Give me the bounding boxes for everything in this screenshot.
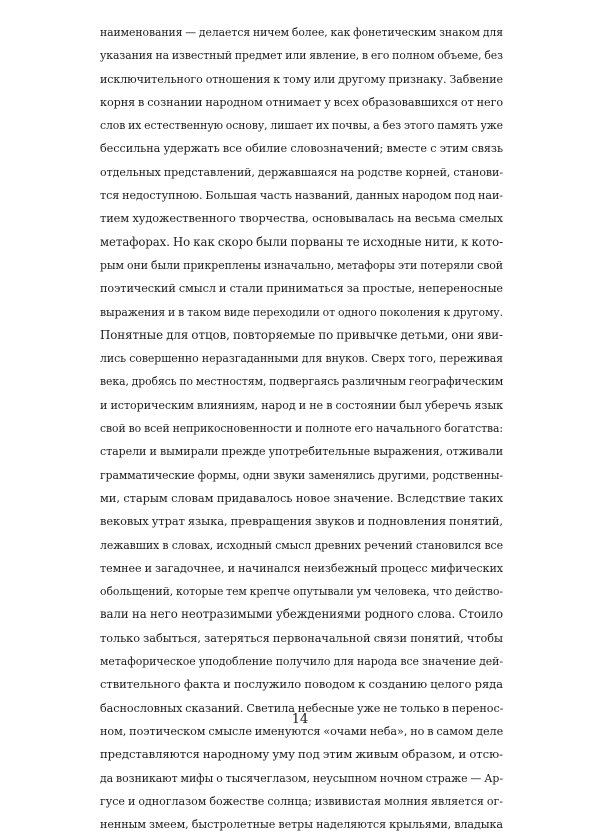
text-line: темнее и загадочнее, и начинался неизбежный процесс мифических: [100, 561, 503, 575]
text-line: ном, поэтическом смысле именуются «очами неба», но в самом деле: [100, 724, 504, 738]
text-line: свой во всей неприкосновенности и полноте его начального богатства:: [100, 422, 503, 436]
text-line: века, дробясь по местностям, подвергаясь различным географическим: [100, 375, 504, 389]
text-line: метафорах. Но как скоро были порваны те исходные нити, к кото-: [100, 234, 503, 249]
text-line: баснословных сказаний. Светила небесные уже не только в перенос-: [100, 701, 504, 715]
text-line: поэтический смысл и стали приниматься за простые, непереносные: [100, 282, 503, 296]
text-line: наименования — делается ничем более, как фонетическим знаком для: [100, 26, 503, 39]
text-line: рым они были прикреплены изначально, метафоры эти потеряли свой: [100, 258, 503, 272]
text-line: вековых утрат языка, превращения звуков и подновления понятий,: [100, 514, 503, 529]
text-line: выражения и в таком виде переходили от одного поколения к другому.: [100, 305, 503, 319]
text-line: гусе и одноглазом божестве солнца; извивистая молния является ог-: [100, 794, 503, 808]
text-line: только забыться, затеряться первоначальной связи понятий, чтобы: [100, 631, 503, 645]
text-line: ми, старым словам придавалось новое значение. Вследствие таких: [100, 490, 503, 505]
text-line: слов их естественную основу, лишает их почвы, а без этого память уже: [100, 119, 503, 133]
text-line: отдельных представлений, державшаяся на родстве корней, станови-: [100, 165, 503, 179]
text-line: вали на него неотразимыми убеждениями родного слова. Стоило: [100, 607, 503, 622]
text-line: ствительного факта и послужило поводом к созданию целого ряда: [100, 677, 503, 692]
text-line: ненным змеем, быстролетные ветры наделяются крыльями, владыка: [100, 818, 503, 832]
text-line: лись совершенно неразгаданными для внуков. Сверх того, переживая: [100, 352, 503, 366]
text-line: исключительного отношения к тому или другому признаку. Забвение: [100, 72, 503, 86]
text-line: указания на известный предмет или явление, в его полном объеме, без: [100, 49, 503, 63]
text-line: бессильна удержать все обилие словозначений; вместе с этим связь: [100, 142, 503, 156]
page-number: 14: [291, 712, 309, 727]
text-line: и историческим влияниям, народ и не в состоянии был уберечь язык: [100, 398, 503, 412]
text-line: обольщений, которые тем крепче опутывали ум человека, что действо-: [100, 585, 503, 599]
text-line: тся недоступною. Большая часть названий, данных народом под наи-: [100, 189, 503, 203]
text-line: лежавших в словах, исходный смысл древних речений становился все: [100, 538, 503, 552]
text-line: корня в сознании народном отнимает у всех образовавшихся от него: [100, 95, 504, 109]
text-line: грамматические формы, одни звуки заменялись другими, родственны-: [100, 468, 503, 482]
text-line: тием художественного творчества, основывалась на весьма смелых: [100, 212, 503, 226]
text-line: метафорическое уподобление получило для народа все значение дей-: [100, 655, 503, 669]
text-line: представляются народному уму под этим живым образом, и отсю-: [100, 747, 503, 762]
text-line: да возникают мифы о тысячеглазом, неусыпном ночном страже — Ар-: [100, 771, 503, 785]
text-line: старели и вымирали прежде употребительные выражения, отживали: [100, 445, 503, 459]
text-line: Понятные для отцов, повторяемые по привычке детьми, они яви-: [100, 327, 503, 342]
